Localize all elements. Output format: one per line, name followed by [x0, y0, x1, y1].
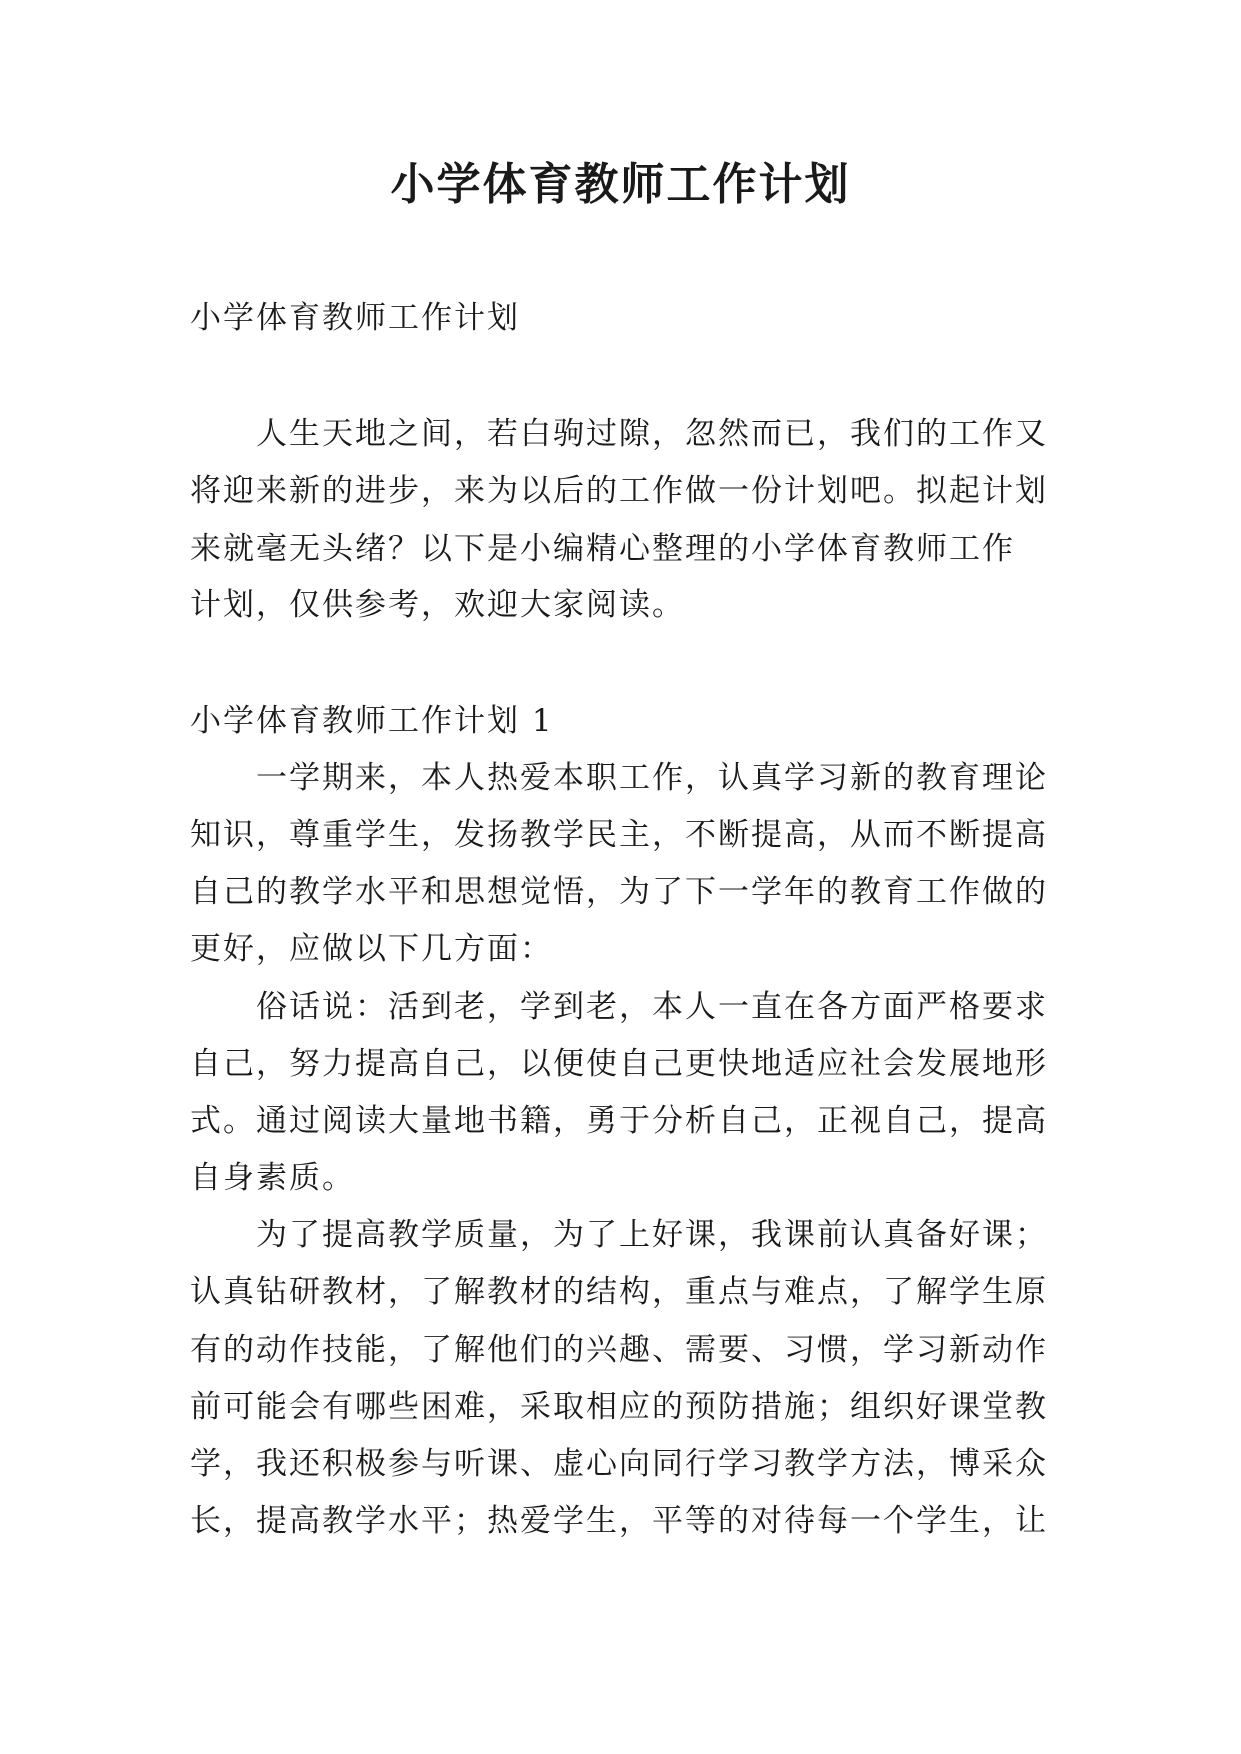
paragraph-line: 长，提高教学水平；热爱学生，平等的对待每一个学生，让	[190, 1503, 1048, 1539]
paragraph-line: 学，我还积极参与听课、虚心向同行学习教学方法，博采众	[190, 1446, 1048, 1482]
paragraph-line: 自身素质。	[190, 1160, 355, 1196]
paragraph-line: 更好，应做以下几方面：	[190, 931, 553, 967]
document-subtitle: 小学体育教师工作计划	[190, 300, 520, 336]
paragraph-line: 计划，仅供参考，欢迎大家阅读。	[190, 587, 685, 623]
section-heading: 小学体育教师工作计划 1	[190, 703, 554, 739]
paragraph-line: 人生天地之间，若白驹过隙，忽然而已，我们的工作又	[190, 416, 1048, 452]
document-title: 小学体育教师工作计划	[390, 159, 851, 210]
paragraph-line: 来就毫无头绪？以下是小编精心整理的小学体育教师工作	[190, 531, 1015, 567]
paragraph-line: 将迎来新的进步，来为以后的工作做一份计划吧。拟起计划	[190, 473, 1048, 509]
paragraph-line: 自己，努力提高自己，以便使自己更快地适应社会发展地形	[190, 1046, 1048, 1082]
paragraph-line: 知识，尊重学生，发扬教学民主，不断提高，从而不断提高	[190, 817, 1048, 853]
paragraph-line: 为了提高教学质量，为了上好课，我课前认真备好课；	[190, 1217, 1048, 1253]
paragraph-line: 俗话说：活到老，学到老，本人一直在各方面严格要求	[190, 989, 1048, 1025]
paragraph-line: 前可能会有哪些困难，采取相应的预防措施；组织好课堂教	[190, 1389, 1048, 1425]
paragraph-line: 自己的教学水平和思想觉悟，为了下一学年的教育工作做的	[190, 874, 1048, 910]
paragraph-line: 一学期来，本人热爱本职工作，认真学习新的教育理论	[190, 760, 1048, 796]
paragraph-line: 有的动作技能，了解他们的兴趣、需要、习惯，学习新动作	[190, 1332, 1048, 1368]
paragraph-line: 认真钻研教材，了解教材的结构，重点与难点，了解学生原	[190, 1274, 1048, 1310]
paragraph-line: 式。通过阅读大量地书籍，勇于分析自己，正视自己，提高	[190, 1103, 1048, 1139]
